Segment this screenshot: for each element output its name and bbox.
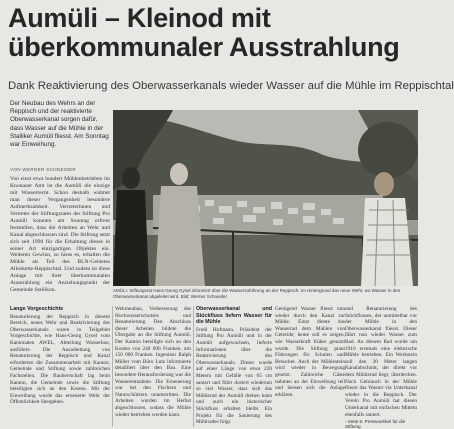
- text-column-5: [345, 306, 417, 418]
- headline-line-1: Aumüli – Kleinod mit: [8, 3, 271, 33]
- text-column-1: [10, 306, 110, 427]
- column-4-body: Genügend Wasser fliesst nun wieder durch den Kanal zur Mühle. Einst diente das Wasserrad dem Mahlen von Getreide; heute soll es zeigen, wie Wasserkraft früher genutzt wurde. Die Stiftung plant Führungen für Schulen und Besucher. Auch der Mühlestein wird wieder in Bewegung gesetzt. Zahlreiche Gäste nahmen an der Einweihung teil und liessen sich die Anlage erklären.: [275, 306, 345, 398]
- photo-caption: AMÜLI: Stiftungsrat Hans-Georg Gysel informiert über die Wasserzuführung an der Reppisch. Im Hintergrund das neue Wehr, wo Wasser in den Oberwasserkanal abgeleitet wird. Bild: Werner Schneider: [113, 288, 401, 299]
- column-divider: [193, 306, 194, 427]
- column-5-body: und Renaturierung des Stückflusses, der unmittelbar vor der Mühle in den Oberwasserkanal fliesst. Dieser führt nun wieder Wasser zum Rad. An diesem Rad wurde um 1910 erstmals eine elektrische Mühle betrieben. Ein Werkstein soll den 20 Meter langen Kanalabschnitt, der direkt vor dem Mühlerad liegt, überdecken. Nach Gebrauch in der Mühle fliesst das Wasser via Unterkanal wieder in die Reppisch. Der Verein Pro Aumüli hat diesen Unterkanal mit einfachen Mitteln ebenfalls saniert.: [345, 306, 417, 418]
- text-column-4: [275, 306, 345, 427]
- column-3-body: Fredi Hofmann, Präsident der Stiftung Pro Aumüli und in der Aumüli aufgewachsen, lieferte Informationen über die Reaktivierung des Oberwasserkanals. Dieser wurde auf einer Länge von etwa 220 Metern mit Gefälle von 65 cm saniert und führt dosiert wiederum so viel Wasser, dass sich das Mühlerad der Aumüli drehen kann und auch ein historischer Stückfluss erhalten bleibt. Ein Projekt für die Sanierung des Mühlrades folgt.: [196, 326, 272, 426]
- column-1-body: Renaturierung der Reppisch in diesem Bereich, neues Wehr und Reaktivierung des Oberwasserkanals waren in Teilgebiet Vorgeschichte, wie Hans-Georg Gysel vom Kantonalen AWEL, Abteilung Wasserbau, ausführte. Die Ausarbeitung von Renaturierung der Reppisch und Kanal erforderten die Zusammenarbeit mit Kanton, Gemeinde und Stiftung sowie zahlreichen Fachstellen. Die Bauherrschaft lag beim Kanton, die Gemeinde sowie die Stiftung beteiligten sich an den Kosten. Mit der Einweihung wurde das erneuerte Wehr der Öffentlichkeit übergeben.: [10, 313, 110, 406]
- article-subheadline: Dank Reaktivierung des Oberwasserkanals wieder Wasser auf die Mühle im Reppischtal: [8, 80, 454, 92]
- text-column-2: [115, 306, 191, 427]
- article-intro-text: Von einst etwa hundert Mühlenbetrieben im Knonauer Amt ist die Aumüli die einzige mit Wasserrecht. Schon deshalb widmet man dieser Vergangenheit besondere Aufmerksamkeit. Vertreterinnen und Vertreter der Stiftungsrates der Stiftung Pro Aumüli konnten am Sonntag erfreut feststellen, dass die Arbeiten an Wehr und Kanal abgeschlossen sind. Die Stiftung setzt sich seit 1990 für die Erhaltung dieses in seiner Art einzigartigen Objektes ein. Weiteren Gewinn, so hiess es, erhalten die Mühle als Teil des BLN-Gebietes Albiskette-Reppischtal. Und zudem ist diese Anlage mit ihrer überkommunalen Ausstrahlung ein Anziehungspunkt der Gemeinde Stallikon.: [10, 176, 110, 294]
- text-column-3: [196, 306, 272, 427]
- column-1-heading: Lange Vorgeschichte: [10, 306, 64, 312]
- column-divider: [112, 306, 113, 427]
- photo-illustration: [113, 110, 418, 286]
- article-photo: [113, 110, 418, 286]
- column-3-heading: Oberwasserkanal und Stückfluss liefern Wasser für die Mühle: [196, 306, 272, 326]
- article-lead: Der Neubau des Wehrs an der Reppisch und der reaktivierte Oberwasserkanal sorgen dafür, dass Wasser auf die Mühle in der Stalliker Aumüli fliesst. Am Sonntag war Einweihung.: [10, 100, 109, 149]
- article-byline: VON WERNER SCHNEIDER: [10, 167, 76, 172]
- headline-line-2: überkommunaler Ausstrahlung: [8, 32, 400, 62]
- more-link[interactable]: › Seite 5: Presseartikel für die Stiftung: [345, 419, 406, 429]
- column-2-body: Wehrneubau, Verbesserung des Hochwasserschutzes und Renaturierung. Den Abschluss dieser Arbeiten bildete die Übergabe an die Stiftung Aumüli. Der Kanton beteiligte sich an den Kosten von 240 000 Franken, mit 150 000 Franken. Ingenieur Ralph Müller vom Büro Lutz informierte detailliert über den Bau. Eine besondere Herausforderung war die Wasserentnahme. Die Erneuerung war bei den Fischern und Naturschützern unumstritten. Die Arbeiten wurden im Herbst abgeschlossen, sodass die Mühle wieder betrieben werden kann.: [115, 306, 191, 418]
- article-headline: [8, 4, 418, 62]
